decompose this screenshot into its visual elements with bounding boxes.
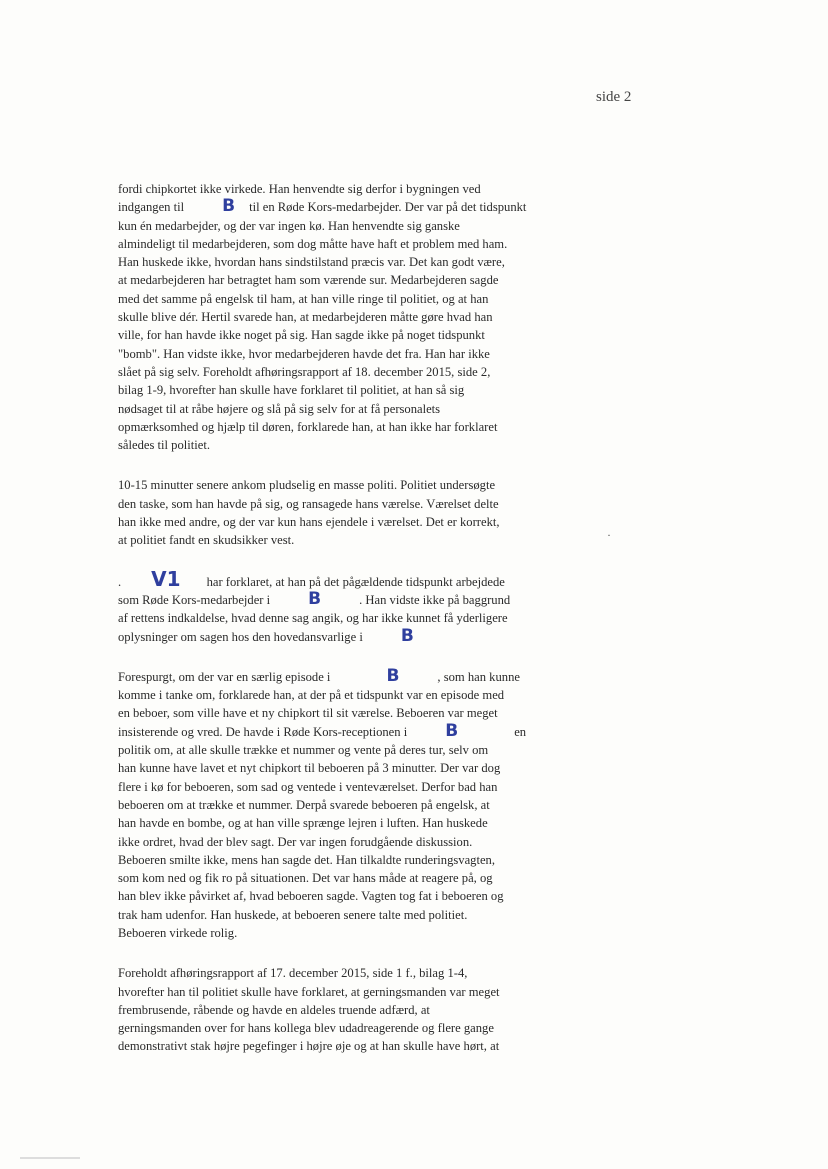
paragraph-4 bbox=[118, 665, 598, 942]
text-line bbox=[118, 198, 598, 216]
paragraph-5 bbox=[118, 964, 598, 1055]
text-line: ikke ordret, hvad der blev sagt. Der var ingen forudgående diskussion. bbox=[118, 834, 473, 849]
text-segment: . bbox=[118, 574, 122, 589]
text-line: ville, for han havde ikke noget på sig. Han sagde ikke på noget tidspunkt bbox=[118, 328, 485, 343]
text-line: beboeren om at trække et nummer. Derpå svarede beboeren på engelsk, at bbox=[118, 797, 490, 812]
text-line: opmærksomhed og hjælp til døren, forklarede han, at han ikke har forklaret bbox=[118, 419, 498, 434]
text-line: kun én medarbejder, og der var ingen kø. Han henvendte sig ganske bbox=[118, 218, 460, 233]
text-line: af rettens indkaldelse, hvad denne sag angik, og har ikke kunnet få yderligere bbox=[118, 611, 508, 626]
text-line bbox=[118, 625, 598, 646]
text-line: frembrusende, råbende og havde en aldeles truende adfærd, at bbox=[118, 1002, 430, 1017]
text-line: slået på sig selv. Foreholdt afhøringsrapport af 18. december 2015, side 2, bbox=[118, 364, 491, 379]
text-line: hvorefter han til politiet skulle have forklaret, at gerningsmanden var meget bbox=[118, 984, 500, 999]
text-line: Beboeren virkede rolig. bbox=[118, 925, 238, 940]
text-segment: insisterende og vred. De havde i Røde Kors-receptionen i bbox=[118, 724, 408, 739]
text-line: med det samme på engelsk til ham, at han ville ringe til politiet, og at han bbox=[118, 291, 489, 306]
text-line: han havde en bombe, og at han ville sprænge lejren i luften. Han huskede bbox=[118, 816, 488, 831]
page-number: side 2 bbox=[596, 89, 632, 105]
text-line bbox=[118, 720, 598, 741]
text-segment: indgangen til bbox=[118, 200, 185, 215]
text-line: almindeligt til medarbejderen, som dog måtte have haft et problem med ham. bbox=[118, 236, 508, 251]
text-segment: oplysninger om sagen hos den hovedansvarlige i bbox=[118, 629, 363, 644]
document-body bbox=[118, 180, 598, 1078]
text-segment: som Røde Kors-medarbejder i bbox=[118, 592, 271, 607]
text-line: fordi chipkortet ikke virkede. Han henvendte sig derfor i bygningen ved bbox=[118, 182, 481, 196]
text-line: gerningsmanden over for hans kollega blev udadreagerende og flere gange bbox=[118, 1021, 494, 1036]
text-segment: , som han kunne bbox=[437, 669, 520, 684]
handwritten-redaction-mark-v1: V1 bbox=[151, 566, 181, 591]
text-line: flere i kø for beboeren, som sad og ventede i venteværelset. Derfor bad han bbox=[118, 779, 498, 794]
paragraph-2 bbox=[118, 476, 598, 549]
text-line: "bomb". Han vidste ikke, hvor medarbejderen havde det fra. Han har ikke bbox=[118, 346, 490, 361]
text-line: en beboer, som ville have et ny chipkort til sit værelse. Beboeren var meget bbox=[118, 706, 498, 721]
text-line: han kunne have lavet et nyt chipkort til beboeren på 3 minutter. Der var dog bbox=[118, 761, 501, 776]
text-line: Han huskede ikke, hvordan hans sindstilstand præcis var. Det kan godt være, bbox=[118, 255, 505, 270]
text-line: nødsaget til at råbe højere og slå på sig selv for at få personalets bbox=[118, 401, 441, 416]
text-line bbox=[118, 665, 598, 686]
text-line: som kom ned og fik ro på situationen. Det var hans måde at reagere på, og bbox=[118, 871, 493, 886]
handwritten-redaction-mark: B bbox=[308, 588, 322, 609]
text-line: at medarbejderen har betragtet ham som værende sur. Medarbejderen sagde bbox=[118, 273, 499, 288]
handwritten-redaction-mark: B bbox=[386, 665, 400, 686]
text-line bbox=[118, 588, 598, 609]
text-line: skulle blive dér. Hertil svarede han, at medarbejderen måtte gøre hvad han bbox=[118, 310, 493, 325]
text-line: trak ham udenfor. Han huskede, at beboeren senere talte med politiet. bbox=[118, 907, 468, 922]
text-line: 10-15 minutter senere ankom pludselig en masse politi. Politiet undersøgte bbox=[118, 478, 496, 493]
scan-edge-mark bbox=[20, 1157, 80, 1159]
text-segment: Forespurgt, om der var en særlig episode i bbox=[118, 669, 331, 684]
text-segment: til en Røde Kors-medarbejder. Der var på det tidspunkt bbox=[249, 200, 527, 215]
text-line: Foreholdt afhøringsrapport af 17. december 2015, side 1 f., bilag 1-4, bbox=[118, 966, 468, 981]
text-segment: har forklaret, at han på det pågældende tidspunkt arbejdede bbox=[206, 574, 505, 589]
stray-dot-mark: · bbox=[607, 528, 611, 542]
text-line: Beboeren smilte ikke, mens han sagde det. Han tilkaldte runderingsvagten, bbox=[118, 852, 496, 867]
paragraph-1 bbox=[118, 180, 598, 454]
text-segment: . Han vidste ikke på baggrund bbox=[359, 592, 511, 607]
text-line: komme i tanke om, forklarede han, at der på et tidspunkt var en episode med bbox=[118, 688, 505, 703]
text-segment: en bbox=[514, 724, 527, 739]
text-line: således til politiet. bbox=[118, 438, 210, 453]
handwritten-redaction-mark: B bbox=[445, 720, 459, 741]
text-line: den taske, som han havde på sig, og ransagede hans værelse. Værelset delte bbox=[118, 496, 499, 511]
text-line: demonstrativt stak højre pegefinger i højre øje og at han skulle have hørt, at bbox=[118, 1039, 500, 1054]
text-line: at politiet fandt en skudsikker vest. bbox=[118, 533, 295, 548]
text-line: han blev ikke påvirket af, hvad beboeren sagde. Vagten tog fat i beboeren og bbox=[118, 889, 504, 904]
handwritten-redaction-mark: B bbox=[222, 196, 236, 217]
text-line: bilag 1-9, hvorefter han skulle have forklaret til politiet, at han så sig bbox=[118, 383, 465, 398]
text-line: politik om, at alle skulle trække et nummer og vente på deres tur, selv om bbox=[118, 743, 489, 758]
text-line: han ikke med andre, og der var kun hans ejendele i værelset. Det er korrekt, bbox=[118, 515, 500, 530]
text-line bbox=[118, 566, 598, 591]
paragraph-3 bbox=[118, 566, 598, 646]
handwritten-redaction-mark: B bbox=[400, 625, 414, 646]
